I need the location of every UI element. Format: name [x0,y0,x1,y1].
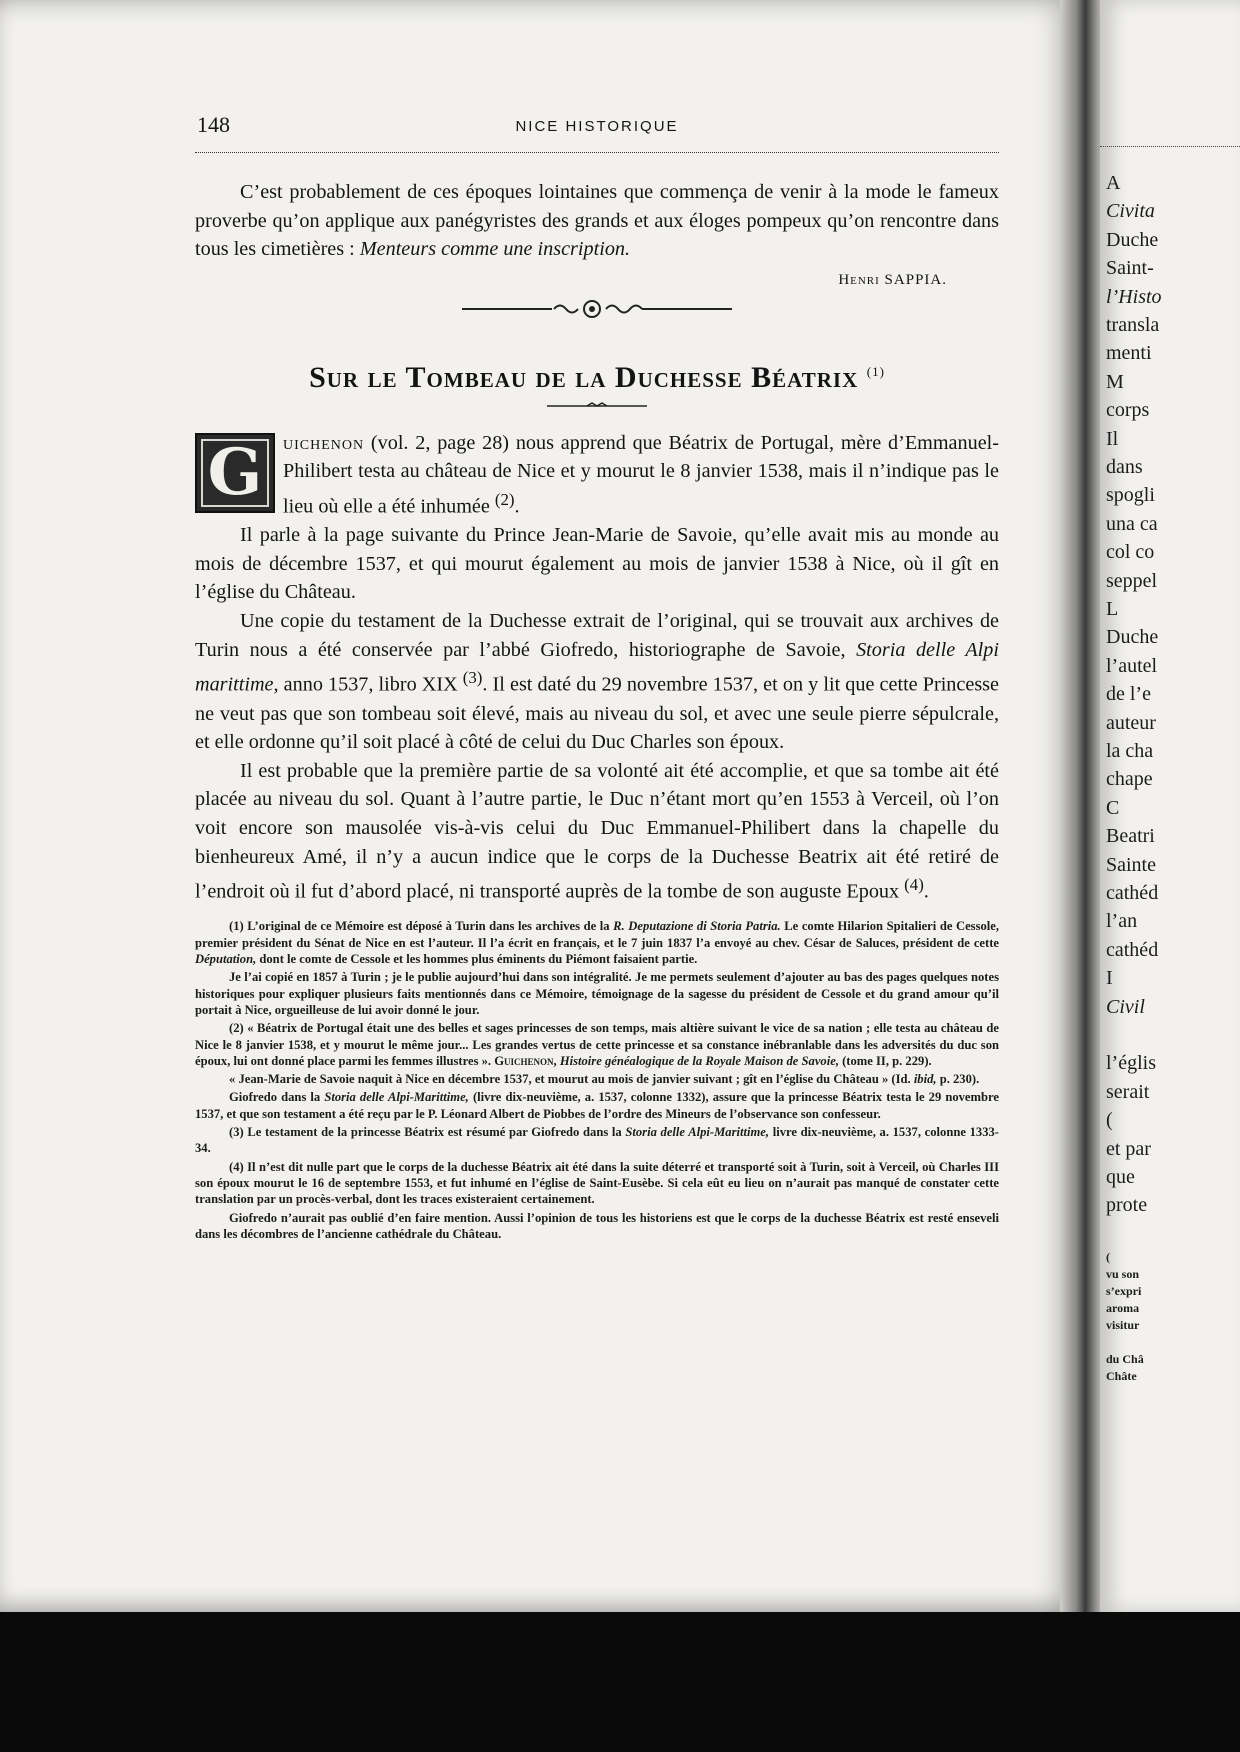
right-page-header-rule [1100,146,1240,147]
right-page-line: et par [1106,1137,1151,1160]
right-page-line: la cha [1106,740,1154,762]
drop-cap: G [195,433,275,513]
note-ref-4: (4) [904,875,924,895]
right-page-footnote-line: ( [1106,1250,1110,1264]
right-page-line: spogli [1106,484,1155,507]
paragraph-4-body: Il est probable que la première partie de sa volonté ait été accomplie, et que sa tombe ait été placée au niveau du sol. Quant à l’autre partie, le Duc n’étant mort qu’en 1553 à Verceil, où l’on voit encore son mausolée vis-à-vis celui du Duc Emmanuel-Philibert dans la chapelle du bienheureux Amé, il n’y a aucun indice que le corps de la Duchesse Beatrix ait été retiré de l’endroit où il fut d’abord placé, ni transporté auprès de la tombe de son auguste Epoux [195,759,999,903]
footnote-3-italic: Storia delle Alpi-Marittime, [625,1125,770,1140]
right-page-line: I [1106,967,1113,990]
note-ref-2: (2) [494,489,515,509]
paragraph-1-body: (vol. 2, page 28) nous apprend que Béatrix de Portugal, mère d’Emmanuel-Philibert testa au château de Nice et y mourut le 8 janvier 1538, mais il n’indique pas le lieu où elle a été inhumée [283,431,999,518]
right-page-line: Civita [1106,200,1155,223]
page-header [195,108,999,148]
footnote-3-a: (3) Le testament de la princesse Béatrix est résumé par Giofredo dans la [229,1125,626,1140]
paragraph-3-part-a: Une copie du testament de la Duchesse extrait de l’original, qui se trouvait aux archives de Turin nous a été conservée par l’abbé Giofredo, historiographe de Savoie, [195,610,999,661]
right-page-line: que [1106,1166,1135,1188]
right-page-line: de l’e [1106,683,1151,706]
footnote-4: (4) Il n’est dit nulle part que le corps de la duchesse Béatrix ait été dans la suite déterré et transporté soit à Turin, soit à Verceil, où Charles III son époux mourut le 16 de septembre 1553, et fut inhumé en l’église de Saint-Eusèbe. Si cela eût eu lieu on n’aurait pas manqué de constater cette translation par un procès-verbal, dont les traces existeraient certainement. [195,1159,999,1207]
right-page-line: chape [1106,768,1153,791]
footnote-2-b: (tome II, p. 229). [838,1053,932,1068]
footnote-1-a: (1) L’original de ce Mémoire est déposé à Turin dans les archives de la [229,919,614,934]
paragraph-1-text [195,429,999,522]
article-title-text: Sur le Tombeau de la Duchesse Béatrix [309,360,859,394]
right-page-line: Duche [1106,228,1159,251]
right-page-line: Sainte [1106,853,1156,876]
right-page-line: l’autel [1106,654,1158,677]
footnote-2-continued-1 [195,1071,999,1087]
intro-paragraph [195,178,999,264]
right-page-footnote-line: visitur [1106,1318,1140,1332]
right-page-line: Saint- [1106,257,1154,280]
right-page-line: dans [1106,456,1143,478]
article-title-note: (1) [866,363,885,379]
footnote-2-continued-2 [195,1089,999,1122]
right-page-line: corps [1106,399,1150,422]
paragraph-1 [195,429,999,522]
right-page-line: l’églis [1106,1052,1156,1075]
footnote-1-italic-2: Députation, [195,952,257,967]
footnote-4-continued: Giofredo n’aurait pas oublié d’en faire mention. Aussi l’opinion de tous les historiens est que le corps de la duchesse Béatrix est resté enseveli dans les décombres de l’ancienne cathédrale du Château. [195,1210,999,1241]
right-page-line: una ca [1106,512,1158,535]
page-content [195,108,999,1244]
right-page-line: menti [1106,342,1152,365]
footnote-2-a: (2) « Béatrix de Portugal était une des belles et sages princesses de son temps, mais altière suivant le vice de sa nation ; elle testa au château de Nice le 8 janvier 1538, et y mourut le même jour... Les grandes vertus de cette princesse et sa constance inébranlable dans les adversités du duc son époux, lui ont donné place parmi les femmes illustres ». [195,1021,999,1068]
paragraph-4 [195,757,999,907]
right-page-line: A [1106,172,1121,194]
right-page-line: prote [1106,1194,1148,1217]
author-signature: Henri SAPPIA. [838,271,947,288]
note-ref-3: (3) [462,668,483,688]
intro-text: C’est probablement de ces époques lointaines que commença de venir à la mode le fameux proverbe qu’on applique aux panégyristes des grands et aux éloges pompeux qu’on rencontre dans tous les cimetières : [195,181,999,261]
right-page-footnote-line: vu son [1106,1267,1140,1281]
footnote-2-cont2-italic: Storia delle Alpi-Marittime, [324,1090,469,1105]
right-page-line: ( [1106,1109,1113,1132]
footnote-1-italic: R. Deputazione di Storia Patria. [613,919,781,934]
title-underline-icon [547,401,647,411]
footnote-2-cont2-b: (livre dix-neuvième, a. 1537, colonne 1332), assure que la princesse Béatrix testa le 29 novembre 1537, et que son testament a été reçu par le P. Léonard Albert de Piobbes de l’ordre des Mineurs de l’observance son confesseur. [195,1090,999,1121]
footnote-2-italic: Histoire généalogique de la Royale Maison de Savoie, [556,1053,839,1068]
right-page-fragment [1100,0,1240,1612]
right-page-line: Civil [1106,995,1145,1018]
footnote-1-continued: Je l’ai copié en 1857 à Turin ; je le publie aujourd’hui dans son intégralité. Je me permets seulement d’ajouter au bas des pages quelques notes historiques pour expliquer plusieurs faits mentionnés dans ce Mémoire, témoignage de la sagesse du président de Cessole et du grand amour qu’il portait à Nice, orgueilleuse de lui avoir donné le jour. [195,970,999,1017]
scan-background [0,1612,1240,1752]
right-page-line: L [1106,598,1119,620]
running-title: NICE HISTORIQUE [515,118,679,135]
footnotes [195,918,999,1242]
footnote-3 [195,1124,999,1157]
author-name-smallcaps: uichenon [283,431,365,454]
paragraph-4-end: . [923,880,929,903]
right-page-footnote-line: aroma [1106,1301,1140,1315]
footnote-3-b: livre dix-neuvième, a. 1537, colonne 1333-34. [195,1125,999,1156]
footnote-1-c: dont le comte de Cessole et les hommes plus éminents du Piémont faisaient partie. [256,952,698,967]
right-page-line: seppel [1106,569,1158,592]
ornament-divider-icon [462,299,732,319]
footnote-2-author: Guichenon, [494,1053,557,1068]
footnote-2 [195,1020,999,1069]
footnote-2-cont2-a: Giofredo dans la [229,1090,325,1105]
right-page-line: cathéd [1106,882,1159,904]
right-page-line: cathéd [1106,938,1159,961]
right-page-footnote-line: s’expri [1106,1284,1142,1298]
right-page-line: col co [1106,541,1155,564]
right-page-footnote-line: du Châ [1106,1352,1144,1366]
paragraph-1-end: . [514,495,520,518]
footnote-2-cont1-b: p. 230). [936,1072,980,1087]
paragraph-3-part-b: anno 1537, libro XIX [278,674,463,696]
header-rule [195,152,999,153]
right-page-line: Il [1106,427,1119,450]
footnote-2-cont1-italic: ibid, [913,1072,937,1087]
article-title [195,361,999,395]
paragraph-3 [195,607,999,757]
right-page-line: serait [1106,1080,1150,1103]
right-page-line: M [1106,370,1124,393]
page-number: 148 [197,112,230,137]
right-page-line: transla [1106,314,1160,336]
paragraph-2: Il parle à la page suivante du Prince Jean-Marie de Savoie, qu’elle avait mis au monde au mois de décembre 1537, et qui mourut également au mois de janvier 1538 à Nice, où il gît en l’église du Château. [195,524,999,604]
right-page-line: l’an [1106,910,1138,933]
right-page-line: Duche [1106,626,1159,649]
right-page-line: Beatri [1106,825,1155,848]
right-page-line: C [1106,796,1120,819]
intro-quote: Menteurs comme une inscription. [359,238,631,261]
paragraph-3-part-c: . Il est daté du 29 novembre 1537, et on y lit que cette Princesse ne veut pas que son tombeau soit élevé, mais au niveau du sol, et avec une seule pierre sépulcrale, et elle ordonne qu’il soit placé à côté de celui du Duc Charles son époux. [195,674,999,754]
paragraph-3-italic: Storia delle Alpi marittime, [195,638,999,696]
footnote-1 [195,918,999,967]
footnote-1-b: Le comte Hilarion Spitalieri de Cessole, premier président du Sénat de Nice en est l’auteur. Il l’a écrit en français, et le 7 juin 1837 l’a envoyé au chev. César de Saluces, président de cette [195,919,1000,950]
right-page-footnote-line: Châte [1106,1369,1137,1383]
right-page-line: l’Histo [1106,285,1162,308]
footnote-2-cont1-a: « Jean-Marie de Savoie naquit à Nice en décembre 1537, et mourut au mois de janvier suivant ; gît en l’église du Château » (Id. [229,1072,914,1087]
right-page-line: auteur [1106,711,1156,734]
